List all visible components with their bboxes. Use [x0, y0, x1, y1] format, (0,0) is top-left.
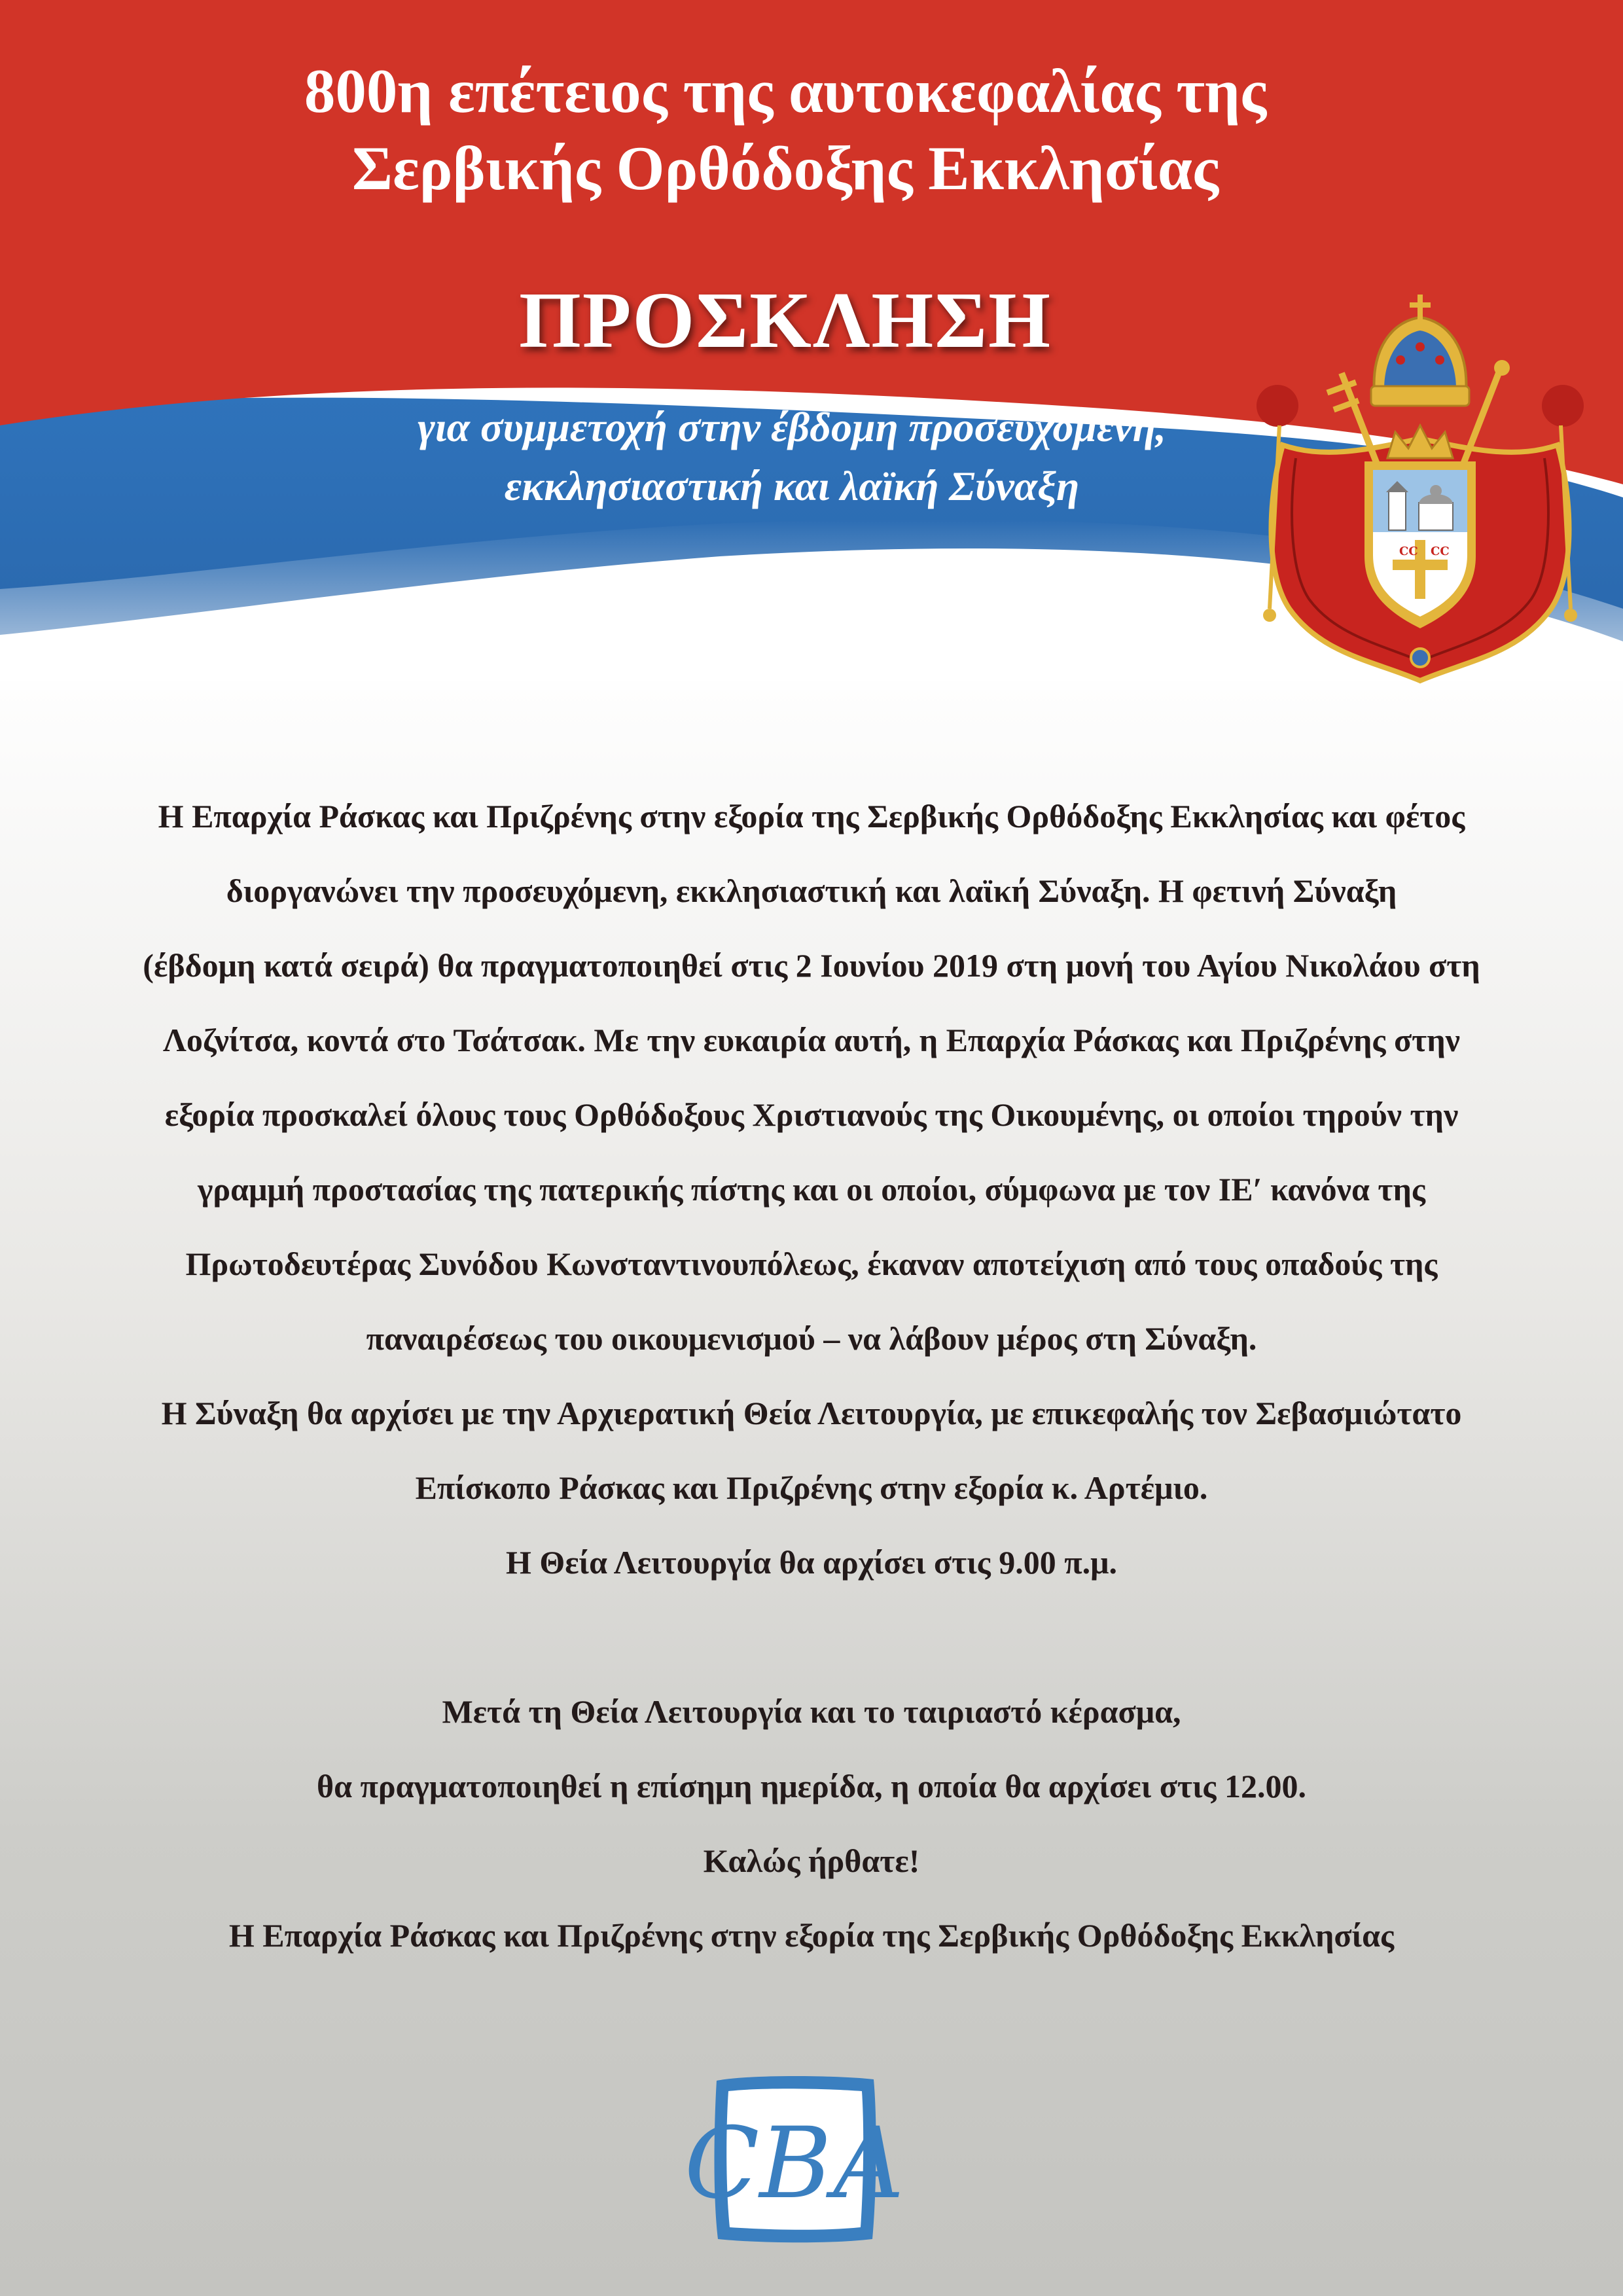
signature-line: Η Επαρχία Ράσκας και Πριζρένης στην εξορία της Σερβικής Ορθόδοξης Εκκλησίας [228, 1917, 1395, 1954]
header-title-line-1: 800η επέτειος της αυτοκεφαλίας της [304, 56, 1267, 126]
body-line: Λοζνίτσα, κοντά στο Τσάτσακ. Με την ευκαιρία αυτή, η Επαρχία Ράσκας και Πριζρένης στην [163, 1022, 1460, 1058]
logo-monogram: СВА [684, 2107, 906, 2221]
body-line: Η Επαρχία Ράσκας και Πριζρένης στην εξορία της Σερβικής Ορθόδοξης Εκκλησίας και φέτος [158, 798, 1465, 834]
body-line: Επίσκοπο Ράσκας και Πριζρένης στην εξορία κ. Αρτέμιο. [415, 1469, 1208, 1506]
coat-of-arms-emblem [1243, 295, 1597, 687]
svg-text:ϹϹ: ϹϹ [1431, 545, 1450, 558]
header-title-line-2: Σερβικής Ορθόδοξης Εκκλησίας [352, 134, 1219, 203]
subtitle-line-1: για συμμετοχή στην έβδομη προσευχόμενη, [418, 404, 1166, 450]
invitation-body [65, 779, 1558, 1973]
closing-line: θα πραγματοποιηθεί η επίσημη ημερίδα, η οποία θα αρχίσει στις 12.00. [316, 1768, 1307, 1804]
body-line: Η Θεία Λειτουργία θα αρχίσει στις 9.00 π.μ. [506, 1544, 1117, 1581]
body-line: διοργανώνει την προσευχόμενη, εκκλησιαστική και λαϊκή Σύναξη. Η φετινή Σύναξη [226, 872, 1397, 909]
svg-text:ϹϹ: ϹϹ [1399, 545, 1418, 558]
body-line: εξορία προσκαλεί όλους τους Ορθόδοξους Χριστιανούς της Οικουμένης, οι οποίοι τηρούν την [164, 1096, 1459, 1133]
subtitle-line-2: εκκλησιαστική και λαϊκή Σύναξη [504, 463, 1080, 509]
closing-line: Καλώς ήρθατε! [703, 1842, 920, 1879]
publisher-logo [684, 2072, 906, 2247]
body-line: Πρωτοδευτέρας Συνόδου Κωνσταντινουπόλεως, έκαναν αποτείχιση από τους οπαδούς της [185, 1246, 1438, 1282]
header-title [0, 52, 1571, 207]
body-line: γραμμή προστασίας της πατερικής πίστης και οι οποίοι, σύμφωνα με τον ΙΕʹ κανόνα της [198, 1171, 1425, 1208]
body-line: παναιρέσεως του οικουμενισμού – να λάβουν μέρος στη Σύναξη. [366, 1320, 1257, 1357]
invitation-title: ΠΡΟΣΚΛΗΣΗ [519, 276, 1052, 365]
closing-line: Μετά τη Θεία Λειτουργία και το ταιριαστό κέρασμα, [442, 1693, 1181, 1730]
body-line: Η Σύναξη θα αρχίσει με την Αρχιερατική Θεία Λειτουργία, με επικεφαλής τον Σεβασμιώτατο [161, 1395, 1462, 1431]
paragraph-gap [65, 1600, 1558, 1674]
body-line: (έβδομη κατά σειρά) θα πραγματοποιηθεί στις 2 Ιουνίου 2019 στη μονή του Αγίου Νικολάου στη [143, 947, 1480, 984]
